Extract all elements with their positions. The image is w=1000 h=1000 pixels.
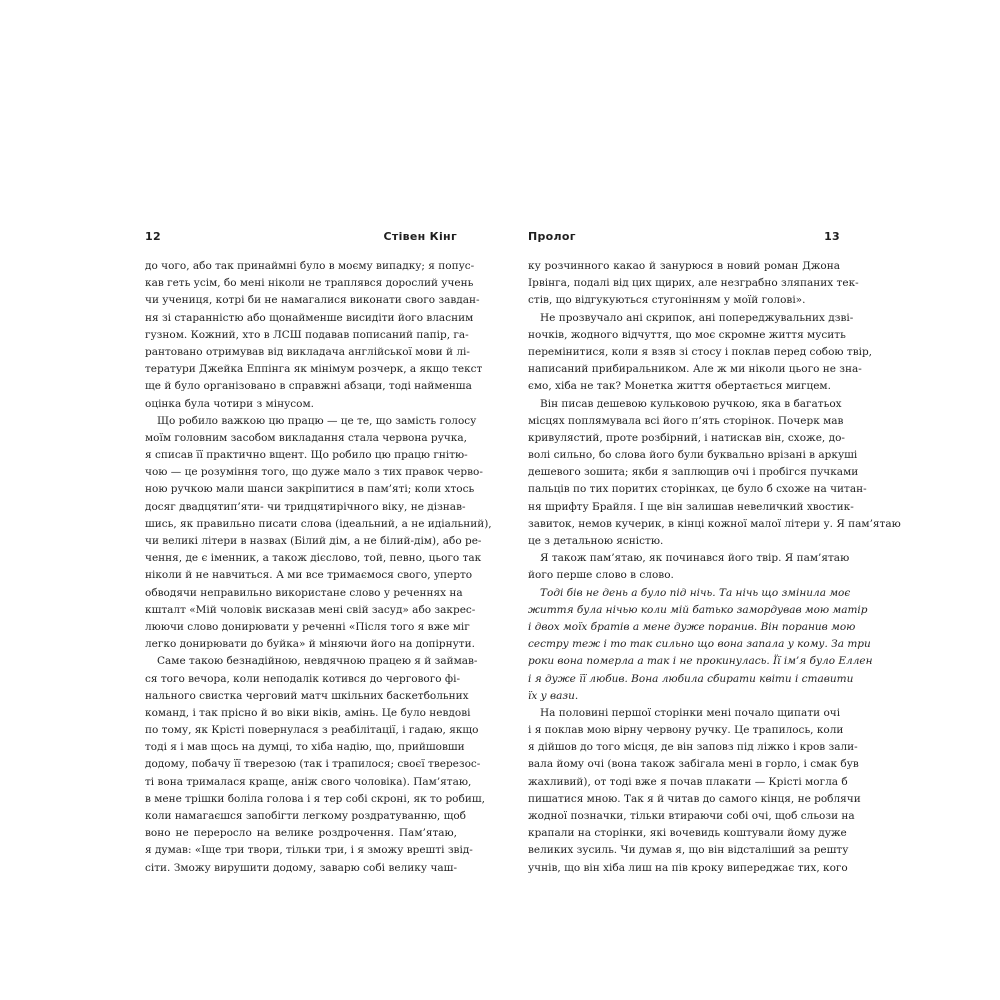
left-page [145,230,492,877]
text-line: кшталт «Мій чоловік висказав мені свій засуд» або закрес- [145,603,476,616]
text-line: жодної позначки, тільки втираючи собі очі, щоб сльози на [528,810,855,822]
left-page-text [145,258,492,877]
text-line: воно не переросло на велике роздрочення. Пам’ятаю, [145,827,457,840]
text-line: волі сильно, бо слова його були буквально врізані в аркуші [528,449,858,462]
text-line: додому, побачу її тверезою (так і трапилося; своєї тверезос- [145,758,481,771]
left-page-header [145,230,457,248]
text-line: ку розчинного какао й занурюся в новий роман Джона [528,260,840,272]
text-line: я списав її практично вщент. Що робило цю працю гнітю- [145,449,468,462]
text-line: досяг двадцятип’яти- чи тридцятирічного віку, не дізнав- [145,500,466,513]
text-line: ті вона трималася краще, аніж свого чоловіка). Пам’ятаю, [145,775,472,788]
text-line: по тому, як Крісті повернулася з реабілітації, і гадаю, якщо [145,724,479,737]
text-line: завиток, немов кучерик, в кінці кожної малої літери у. Я пам’ятаю [528,517,901,530]
text-line: сіти. Зможу вирушити додому, заварю собі велику чаш- [145,861,457,874]
text-line: моїм головним засобом викладання стала червона ручка, [145,431,467,444]
text-line: ночків, жодного відчуття, що моє скромне життя мусить [528,328,846,341]
text-line: чення, де є іменник, а також дієслово, той, певно, цього так [145,552,482,565]
text-line: в мене трішки боліла голова і я тер собі скроні, як то робиш, [145,792,485,805]
text-line: ся того вечора, коли неподалік котився до чергового фі- [145,672,461,685]
text-line: до чого, або так принаймні було в моєму випадку; я попус- [145,260,475,272]
running-head-author: Стівен Кінг [383,230,457,243]
text-line: пишатися мною. Так я й читав до самого кінця, не роблячи [528,792,861,805]
text-line: роки вона померла а так і не прокинулась. Її ім’я було Еллен [528,655,873,668]
text-line: його перше слово в слово. [528,569,674,582]
text-line: крапали на сторінки, які вочевидь коштували йому дуже [528,827,847,840]
text-line: чи учениця, котрі би не намагалися виконати свого завдан- [145,294,480,307]
text-line: учнів, що він хіба лиш на пів кроку випереджає тих, кого [528,861,848,874]
text-line: великих зусиль. Чи думав я, що він відсталіший за решту [528,844,849,857]
text-line: вала йому очі (вона також забігала мені в горло, і смак був [528,758,859,771]
text-line: стів, що відгукуються стугонінням у моїй голові». [528,294,806,307]
text-line: Тоді бів не день а було під нічь. Та нічь що змінила моє [540,586,851,599]
text-line: написаний прибиральником. Але ж ми ніколи цього не зна- [528,363,862,376]
text-line: ємо, хіба не так? Монетка життя обертається мигцем. [528,380,831,393]
page-number-left: 12 [145,230,161,243]
text-line: ніколи й не навчиться. А ми все тримаємося свого, уперто [145,569,473,582]
text-line: На половині першої сторінки мені почало щипати очі [540,706,841,719]
text-line: я дійшов до того місця, де він заповз під ліжко і кров зали- [528,741,858,754]
text-line: тератури Джейка Еппінга як мінімум розчерк, а якщо текст [145,363,483,376]
text-line: обводячи неправильно використане слово у реченнях на [145,586,463,599]
text-line: Я також пам’ятаю, як починався його твір. Я пам’ятаю [540,552,850,565]
text-line: чи великі літери в назвах (Білий дім, а не білий-дім), або ре- [145,535,482,547]
text-line: кав геть усім, бо мені ніколи не траплявся дорослий учень [145,277,474,290]
text-line: місцях поплямувала всі його п’ять сторінок. Почерк мав [528,414,844,427]
text-line: нального свистка черговий матч шкільних баскетбольних [145,689,469,702]
right-page [528,230,901,877]
text-line: Саме такою безнадійною, невдячною працею я й займав- [157,655,478,668]
text-line: Не прозвучало ані скрипок, ані попереджувальних дзві- [540,311,854,324]
text-line: пальців по тих поритих сторінках, це було б схоже на читан- [528,483,867,496]
right-page-header [528,230,840,248]
text-line: ще й було організовано в справжні абзаци, тоді найменша [145,380,472,393]
text-line: тоді я і мав щось на думці, то хіба надію, що, прийшовши [145,741,465,754]
text-line: люючи слово донирювати у реченні «Після того я вже міг [145,620,470,633]
running-head-section: Пролог [528,230,576,243]
text-line: жахливий), от тоді вже я почав плакати — Крісті могла б [528,775,848,788]
text-line: ня зі старанністю або щонайменше висидіти його власним [145,311,474,324]
text-line: шись, як правильно писати слова (ідеальний, а не идіальний), [145,517,492,530]
text-line: дешевого зошита; якби я заплющив очі і пробігся пучками [528,466,859,479]
right-page-text [528,258,901,877]
page-number-right: 13 [824,230,840,243]
text-line: це з детальною ясністю. [528,535,664,547]
text-line: коли намагаєшся запобігти легкому роздратуванню, щоб [145,810,466,822]
text-line: ня шрифту Брайля. І ще він залишав невеличкий хвостик- [528,500,854,513]
text-line: Що робило важкою цю працю — це те, що замість голосу [157,414,477,427]
text-line: і я дуже її любив. Вона любила сбирати квіти і ставити [528,672,854,685]
text-line: Ірвінга, подалі від цих щирих, але незграбно зляпаних тек- [528,277,859,290]
text-line: Він писав дешевою кульковою ручкою, яка в багатьох [540,397,842,410]
text-line: їх у вази. [528,689,579,702]
text-line: ною ручкою мали шанси закріпитися в пам’яті; коли хтось [145,483,475,496]
text-line: і я поклав мою вірну червону ручку. Це трапилось, коли [528,724,844,737]
text-line: оцінка була чотири з мінусом. [145,397,314,410]
text-line: життя була нічью коли мій батько замордував мою матір [528,603,868,616]
text-line: гузном. Кожний, хто в ЛСШ подавав пописаний папір, га- [145,328,469,341]
text-line: сестру теж і то так сильно що вона запала у кому. За три [528,638,871,651]
text-line: команд, і так прісно й во віки віків, амінь. Це було невдові [145,706,471,719]
text-line: я думав: «Іще три твори, тільки три, і я зможу врешті звід- [145,844,473,857]
text-line: перемінитися, коли я взяв зі стосу і поклав перед собою твір, [528,345,873,358]
text-line: і двох моїх братів а мене дуже поранив. Він поранив мою [528,620,856,633]
text-line: легко донирювати до буйка» й міняючи його на допірнути. [145,638,475,651]
text-line: чою — це розуміння того, що дуже мало з тих правок черво- [145,466,483,479]
text-line: кривулястий, проте розбірний, і натискав він, схоже, до- [528,431,845,444]
text-line: рантовано отримував від викладача англійської мови й лі- [145,345,470,358]
